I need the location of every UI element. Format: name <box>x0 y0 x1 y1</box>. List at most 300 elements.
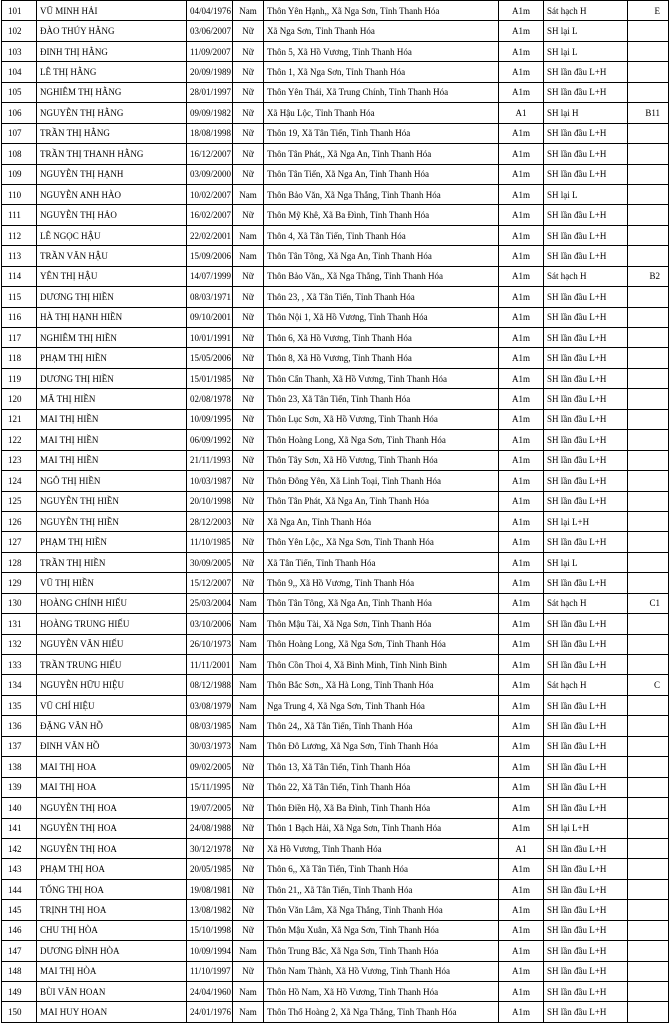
existing-license-cell: C <box>628 675 669 695</box>
address-cell: Thôn 6, Xã Hồ Vương, Tỉnh Thanh Hóa <box>264 328 499 348</box>
license-class-cell: A1 <box>499 103 544 123</box>
existing-license-cell <box>628 838 669 858</box>
gender-cell: Nữ <box>233 164 264 184</box>
license-class-cell: A1m <box>499 736 544 756</box>
table-row <box>2 798 669 818</box>
table-row <box>2 307 669 327</box>
gender-cell: Nữ <box>233 328 264 348</box>
date-of-birth-cell: 11/10/1997 <box>187 961 233 981</box>
gender-cell: Nữ <box>233 205 264 225</box>
row-number-cell: 111 <box>2 205 37 225</box>
exam-type-cell: SH lần đầu L+H <box>544 409 628 429</box>
license-class-cell: A1m <box>499 123 544 143</box>
date-of-birth-cell: 03/08/1979 <box>187 695 233 715</box>
license-class-cell: A1 <box>499 838 544 858</box>
license-class-cell: A1m <box>499 82 544 102</box>
gender-cell: Nữ <box>233 900 264 920</box>
gender-cell: Nam <box>233 225 264 245</box>
row-number-cell: 135 <box>2 695 37 715</box>
existing-license-cell <box>628 859 669 879</box>
row-number-cell: 119 <box>2 368 37 388</box>
address-cell: Thôn 22, Xã Tân Tiến, Tỉnh Thanh Hóa <box>264 777 499 797</box>
row-number-cell: 146 <box>2 920 37 940</box>
table-row <box>2 900 669 920</box>
address-cell: Thôn Mậu Tài, Xã Nga Sơn, Tỉnh Thanh Hóa <box>264 614 499 634</box>
existing-license-cell <box>628 634 669 654</box>
full-name-cell: TỐNG THỊ HOA <box>37 879 187 899</box>
exam-type-cell: SH lần đầu L+H <box>544 328 628 348</box>
license-class-cell: A1m <box>499 307 544 327</box>
row-number-cell: 114 <box>2 266 37 286</box>
date-of-birth-cell: 03/10/2006 <box>187 614 233 634</box>
full-name-cell: VŨ THỊ HIỀN <box>37 573 187 593</box>
exam-type-cell: SH lại L <box>544 184 628 204</box>
address-cell: Thôn 1, Xã Nga Sơn, Tỉnh Thanh Hóa <box>264 62 499 82</box>
table-row <box>2 62 669 82</box>
gender-cell: Nữ <box>233 879 264 899</box>
full-name-cell: NGUYỄN ANH HÀO <box>37 184 187 204</box>
gender-cell: Nữ <box>233 859 264 879</box>
exam-type-cell: SH lại H <box>544 103 628 123</box>
existing-license-cell <box>628 287 669 307</box>
row-number-cell: 117 <box>2 328 37 348</box>
address-cell: Thôn Yên Lộc,, Xã Nga Sơn, Tỉnh Thanh Hóa <box>264 532 499 552</box>
exam-type-cell: SH lần đầu L+H <box>544 450 628 470</box>
gender-cell: Nữ <box>233 532 264 552</box>
date-of-birth-cell: 03/06/2007 <box>187 21 233 41</box>
address-cell: Thôn Bảo Văn,, Xã Nga Thắng, Tỉnh Thanh Hóa <box>264 266 499 286</box>
date-of-birth-cell: 10/09/1994 <box>187 941 233 961</box>
full-name-cell: YÊN THỊ HẬU <box>37 266 187 286</box>
exam-type-cell: SH lần đầu L+H <box>544 838 628 858</box>
row-number-cell: 134 <box>2 675 37 695</box>
full-name-cell: NGUYỄN THỊ HOA <box>37 798 187 818</box>
exam-type-cell: SH lần đầu L+H <box>544 430 628 450</box>
date-of-birth-cell: 15/10/1998 <box>187 920 233 940</box>
full-name-cell: MÃ THỊ HIỀN <box>37 389 187 409</box>
date-of-birth-cell: 26/10/1973 <box>187 634 233 654</box>
table-row <box>2 920 669 940</box>
license-class-cell: A1m <box>499 450 544 470</box>
license-class-cell: A1m <box>499 225 544 245</box>
existing-license-cell <box>628 368 669 388</box>
address-cell: Thôn Tân Tiến, Xã Nga An, Tỉnh Thanh Hóa <box>264 164 499 184</box>
existing-license-cell <box>628 164 669 184</box>
date-of-birth-cell: 20/09/1989 <box>187 62 233 82</box>
exam-type-cell: SH lần đầu L+H <box>544 736 628 756</box>
gender-cell: Nữ <box>233 920 264 940</box>
exam-type-cell: SH lại L+H <box>544 818 628 838</box>
existing-license-cell <box>628 491 669 511</box>
full-name-cell: LÊ NGỌC HẬU <box>37 225 187 245</box>
full-name-cell: PHẠM THỊ HIỀN <box>37 532 187 552</box>
address-cell: Thôn 23, Xã Tân Tiến, Tỉnh Thanh Hóa <box>264 389 499 409</box>
address-cell: Thôn Văn Lâm, Xã Nga Thắng, Tỉnh Thanh Hóa <box>264 900 499 920</box>
license-class-cell: A1m <box>499 491 544 511</box>
exam-type-cell: SH lại L <box>544 41 628 61</box>
row-number-cell: 126 <box>2 511 37 531</box>
address-cell: Xã Hồ Vương, Tỉnh Thanh Hóa <box>264 838 499 858</box>
gender-cell: Nữ <box>233 82 264 102</box>
row-number-cell: 132 <box>2 634 37 654</box>
exam-type-cell: SH lần đầu L+H <box>544 777 628 797</box>
full-name-cell: HOÀNG TRUNG HIẾU <box>37 614 187 634</box>
full-name-cell: NGUYỄN THỊ HẰNG <box>37 103 187 123</box>
address-cell: Thôn Tân Phát,, Xã Nga An, Tỉnh Thanh Hóa <box>264 144 499 164</box>
address-cell: Thôn 6,, Xã Tân Tiến, Tỉnh Thanh Hóa <box>264 859 499 879</box>
table-row <box>2 164 669 184</box>
exam-type-cell: SH lần đầu L+H <box>544 634 628 654</box>
address-cell: Thôn Lục Sơn, Xã Hồ Vương, Tỉnh Thanh Hóa <box>264 409 499 429</box>
existing-license-cell <box>628 982 669 1002</box>
date-of-birth-cell: 11/11/2001 <box>187 655 233 675</box>
existing-license-cell <box>628 777 669 797</box>
table-row <box>2 552 669 572</box>
date-of-birth-cell: 09/09/1982 <box>187 103 233 123</box>
row-number-cell: 106 <box>2 103 37 123</box>
address-cell: Thôn Điền Hộ, Xã Ba Đình, Tỉnh Thanh Hóa <box>264 798 499 818</box>
table-row <box>2 818 669 838</box>
row-number-cell: 110 <box>2 184 37 204</box>
existing-license-cell <box>628 41 669 61</box>
license-class-cell: A1m <box>499 777 544 797</box>
full-name-cell: CHU THỊ HÒA <box>37 920 187 940</box>
date-of-birth-cell: 08/03/1971 <box>187 287 233 307</box>
gender-cell: Nam <box>233 695 264 715</box>
license-class-cell: A1m <box>499 348 544 368</box>
row-number-cell: 105 <box>2 82 37 102</box>
existing-license-cell <box>628 511 669 531</box>
table-row <box>2 21 669 41</box>
full-name-cell: NGUYỄN THỊ HẠNH <box>37 164 187 184</box>
date-of-birth-cell: 02/08/1978 <box>187 389 233 409</box>
table-row <box>2 409 669 429</box>
table-row <box>2 103 669 123</box>
row-number-cell: 120 <box>2 389 37 409</box>
license-class-cell: A1m <box>499 757 544 777</box>
row-number-cell: 143 <box>2 859 37 879</box>
gender-cell: Nữ <box>233 757 264 777</box>
gender-cell: Nữ <box>233 287 264 307</box>
gender-cell: Nam <box>233 1002 264 1022</box>
date-of-birth-cell: 19/07/2005 <box>187 798 233 818</box>
row-number-cell: 138 <box>2 757 37 777</box>
exam-type-cell: SH lần đầu L+H <box>544 961 628 981</box>
address-cell: Thôn Yên Thái, Xã Trung Chính, Tỉnh Thanh Hóa <box>264 82 499 102</box>
table-row <box>2 430 669 450</box>
license-class-cell: A1m <box>499 573 544 593</box>
gender-cell: Nam <box>233 1 264 21</box>
table-row <box>2 716 669 736</box>
license-class-cell: A1m <box>499 287 544 307</box>
row-number-cell: 137 <box>2 736 37 756</box>
exam-type-cell: SH lần đầu L+H <box>544 859 628 879</box>
existing-license-cell <box>628 757 669 777</box>
gender-cell: Nam <box>233 593 264 613</box>
address-cell: Xã Nga An, Tỉnh Thanh Hóa <box>264 511 499 531</box>
exam-type-cell: SH lần đầu L+H <box>544 246 628 266</box>
existing-license-cell <box>628 614 669 634</box>
exam-type-cell: SH lần đầu L+H <box>544 82 628 102</box>
row-number-cell: 101 <box>2 1 37 21</box>
date-of-birth-cell: 30/03/1973 <box>187 736 233 756</box>
row-number-cell: 128 <box>2 552 37 572</box>
license-class-cell: A1m <box>499 389 544 409</box>
date-of-birth-cell: 21/11/1993 <box>187 450 233 470</box>
exam-type-cell: SH lại L+H <box>544 511 628 531</box>
license-class-cell: A1m <box>499 409 544 429</box>
license-class-cell: A1m <box>499 798 544 818</box>
date-of-birth-cell: 11/09/2007 <box>187 41 233 61</box>
row-number-cell: 112 <box>2 225 37 245</box>
row-number-cell: 147 <box>2 941 37 961</box>
full-name-cell: TRỊNH THỊ HOA <box>37 900 187 920</box>
existing-license-cell <box>628 184 669 204</box>
full-name-cell: TRẦN THỊ HIỀN <box>37 552 187 572</box>
license-class-cell: A1m <box>499 184 544 204</box>
date-of-birth-cell: 25/03/2004 <box>187 593 233 613</box>
full-name-cell: NGÔ THỊ HIỀN <box>37 471 187 491</box>
license-class-cell: A1m <box>499 1 544 21</box>
date-of-birth-cell: 15/11/1995 <box>187 777 233 797</box>
gender-cell: Nam <box>233 941 264 961</box>
row-number-cell: 129 <box>2 573 37 593</box>
exam-type-cell: Sát hạch H <box>544 593 628 613</box>
full-name-cell: NGUYỄN THỊ HẢO <box>37 205 187 225</box>
license-class-cell: A1m <box>499 532 544 552</box>
exam-type-cell: SH lần đầu L+H <box>544 798 628 818</box>
license-class-cell: A1m <box>499 164 544 184</box>
table-row <box>2 941 669 961</box>
gender-cell: Nữ <box>233 103 264 123</box>
gender-cell: Nữ <box>233 818 264 838</box>
gender-cell: Nữ <box>233 41 264 61</box>
license-class-cell: A1m <box>499 41 544 61</box>
exam-type-cell: SH lần đầu L+H <box>544 532 628 552</box>
table-row <box>2 838 669 858</box>
date-of-birth-cell: 15/09/2006 <box>187 246 233 266</box>
table-row <box>2 655 669 675</box>
table-row <box>2 450 669 470</box>
existing-license-cell <box>628 389 669 409</box>
license-class-cell: A1m <box>499 246 544 266</box>
date-of-birth-cell: 10/02/2007 <box>187 184 233 204</box>
date-of-birth-cell: 24/01/1976 <box>187 1002 233 1022</box>
row-number-cell: 139 <box>2 777 37 797</box>
date-of-birth-cell: 30/09/2005 <box>187 552 233 572</box>
exam-type-cell: SH lần đầu L+H <box>544 941 628 961</box>
gender-cell: Nữ <box>233 838 264 858</box>
license-class-cell: A1m <box>499 430 544 450</box>
row-number-cell: 148 <box>2 961 37 981</box>
existing-license-cell <box>628 655 669 675</box>
gender-cell: Nữ <box>233 144 264 164</box>
full-name-cell: ĐÀO THÚY HẰNG <box>37 21 187 41</box>
full-name-cell: NGUYỄN THỊ HIỀN <box>37 491 187 511</box>
address-cell: Thôn Đô Lương, Xã Nga Sơn, Tỉnh Thanh Hóa <box>264 736 499 756</box>
address-cell: Thôn 13, Xã Tân Tiến, Tỉnh Thanh Hóa <box>264 757 499 777</box>
exam-type-cell: SH lần đầu L+H <box>544 655 628 675</box>
address-cell: Thôn 1 Bạch Hải, Xã Nga Sơn, Tỉnh Thanh Hóa <box>264 818 499 838</box>
gender-cell: Nữ <box>233 491 264 511</box>
address-cell: Thôn Nội 1, Xã Hồ Vương, Tỉnh Thanh Hóa <box>264 307 499 327</box>
existing-license-cell: C1 <box>628 593 669 613</box>
address-cell: Thôn 21,, Xã Tân Tiến, Tỉnh Thanh Hóa <box>264 879 499 899</box>
gender-cell: Nữ <box>233 552 264 572</box>
table-row <box>2 225 669 245</box>
row-number-cell: 123 <box>2 450 37 470</box>
full-name-cell: MAI THỊ HIỀN <box>37 409 187 429</box>
table-row <box>2 368 669 388</box>
full-name-cell: TRẦN THỊ THANH HẰNG <box>37 144 187 164</box>
exam-type-cell: SH lần đầu L+H <box>544 144 628 164</box>
address-cell: Xã Tân Tiến, Tỉnh Thanh Hóa <box>264 552 499 572</box>
gender-cell: Nữ <box>233 409 264 429</box>
exam-type-cell: SH lần đầu L+H <box>544 287 628 307</box>
row-number-cell: 116 <box>2 307 37 327</box>
row-number-cell: 124 <box>2 471 37 491</box>
existing-license-cell <box>628 798 669 818</box>
existing-license-cell <box>628 205 669 225</box>
existing-license-cell <box>628 695 669 715</box>
gender-cell: Nữ <box>233 62 264 82</box>
row-number-cell: 133 <box>2 655 37 675</box>
full-name-cell: NGHIÊM THỊ HẰNG <box>37 82 187 102</box>
address-cell: Thôn Hoàng Long, Xã Nga Sơn, Tỉnh Thanh Hóa <box>264 634 499 654</box>
existing-license-cell <box>628 471 669 491</box>
gender-cell: Nam <box>233 634 264 654</box>
date-of-birth-cell: 16/02/2007 <box>187 205 233 225</box>
address-cell: Thôn Cẩn Thanh, Xã Hồ Vương, Tỉnh Thanh Hóa <box>264 368 499 388</box>
full-name-cell: BÙI VĂN HOAN <box>37 982 187 1002</box>
full-name-cell: HÀ THỊ HẠNH HIỀN <box>37 307 187 327</box>
existing-license-cell <box>628 430 669 450</box>
existing-license-cell <box>628 552 669 572</box>
license-class-cell: A1m <box>499 471 544 491</box>
existing-license-cell <box>628 123 669 143</box>
table-row <box>2 184 669 204</box>
address-cell: Thôn Trung Bắc, Xã Nga Sơn, Tỉnh Thanh Hóa <box>264 941 499 961</box>
date-of-birth-cell: 24/08/1988 <box>187 818 233 838</box>
existing-license-cell <box>628 409 669 429</box>
existing-license-cell <box>628 21 669 41</box>
gender-cell: Nữ <box>233 389 264 409</box>
existing-license-cell <box>628 961 669 981</box>
table-row <box>2 757 669 777</box>
date-of-birth-cell: 08/12/1988 <box>187 675 233 695</box>
gender-cell: Nữ <box>233 961 264 981</box>
gender-cell: Nam <box>233 675 264 695</box>
row-number-cell: 144 <box>2 879 37 899</box>
table-row <box>2 961 669 981</box>
existing-license-cell <box>628 736 669 756</box>
existing-license-cell <box>628 716 669 736</box>
address-cell: Xã Nga Sơn, Tỉnh Thanh Hóa <box>264 21 499 41</box>
address-cell: Thôn Tân Tông, Xã Nga An, Tỉnh Thanh Hóa <box>264 246 499 266</box>
date-of-birth-cell: 20/10/1998 <box>187 491 233 511</box>
row-number-cell: 118 <box>2 348 37 368</box>
date-of-birth-cell: 24/04/1960 <box>187 982 233 1002</box>
full-name-cell: TRẦN VĂN HẬU <box>37 246 187 266</box>
table-row <box>2 41 669 61</box>
license-class-cell: A1m <box>499 1002 544 1022</box>
address-cell: Thôn 8, Xã Hồ Vương, Tỉnh Thanh Hóa <box>264 348 499 368</box>
gender-cell: Nữ <box>233 430 264 450</box>
address-cell: Thôn Nam Thành, Xã Hồ Vương, Tỉnh Thanh Hóa <box>264 961 499 981</box>
table-row <box>2 82 669 102</box>
gender-cell: Nam <box>233 246 264 266</box>
existing-license-cell <box>628 328 669 348</box>
full-name-cell: MAI HUY HOAN <box>37 1002 187 1022</box>
exam-type-cell: SH lần đầu L+H <box>544 716 628 736</box>
gender-cell: Nam <box>233 655 264 675</box>
exam-type-cell: SH lần đầu L+H <box>544 368 628 388</box>
table-row <box>2 389 669 409</box>
row-number-cell: 136 <box>2 716 37 736</box>
row-number-cell: 142 <box>2 838 37 858</box>
exam-type-cell: SH lần đầu L+H <box>544 348 628 368</box>
date-of-birth-cell: 04/04/1976 <box>187 1 233 21</box>
full-name-cell: PHẠM THỊ HOA <box>37 859 187 879</box>
full-name-cell: MAI THỊ HOA <box>37 777 187 797</box>
full-name-cell: NGUYỄN THỊ HOA <box>37 838 187 858</box>
license-class-cell: A1m <box>499 920 544 940</box>
address-cell: Thôn Mậu Xuân, Xã Nga Sơn, Tỉnh Thanh Hóa <box>264 920 499 940</box>
exam-type-cell: SH lần đầu L+H <box>544 389 628 409</box>
gender-cell: Nam <box>233 184 264 204</box>
date-of-birth-cell: 16/12/2007 <box>187 144 233 164</box>
date-of-birth-cell: 09/10/2001 <box>187 307 233 327</box>
date-of-birth-cell: 18/08/1998 <box>187 123 233 143</box>
row-number-cell: 107 <box>2 123 37 143</box>
gender-cell: Nữ <box>233 798 264 818</box>
gender-cell: Nữ <box>233 348 264 368</box>
table-row <box>2 675 669 695</box>
table-row <box>2 123 669 143</box>
date-of-birth-cell: 19/08/1981 <box>187 879 233 899</box>
row-number-cell: 149 <box>2 982 37 1002</box>
row-number-cell: 145 <box>2 900 37 920</box>
table-row <box>2 471 669 491</box>
license-class-cell: A1m <box>499 21 544 41</box>
license-class-cell: A1m <box>499 614 544 634</box>
gender-cell: Nam <box>233 982 264 1002</box>
date-of-birth-cell: 13/08/1982 <box>187 900 233 920</box>
existing-license-cell <box>628 246 669 266</box>
existing-license-cell <box>628 1002 669 1022</box>
exam-type-cell: SH lần đầu L+H <box>544 900 628 920</box>
row-number-cell: 121 <box>2 409 37 429</box>
existing-license-cell <box>628 920 669 940</box>
license-class-cell: A1m <box>499 266 544 286</box>
full-name-cell: ĐINH VĂN HỒ <box>37 736 187 756</box>
table-row <box>2 593 669 613</box>
address-cell: Thôn Yên Hạnh,, Xã Nga Sơn, Tỉnh Thanh Hóa <box>264 1 499 21</box>
table-row <box>2 348 669 368</box>
license-class-cell: A1m <box>499 695 544 715</box>
license-class-cell: A1m <box>499 552 544 572</box>
date-of-birth-cell: 28/01/1997 <box>187 82 233 102</box>
full-name-cell: NGUYỄN THỊ HOA <box>37 818 187 838</box>
full-name-cell: DƯƠNG ĐÌNH HÒA <box>37 941 187 961</box>
date-of-birth-cell: 22/02/2001 <box>187 225 233 245</box>
table-row <box>2 736 669 756</box>
date-of-birth-cell: 10/09/1995 <box>187 409 233 429</box>
gender-cell: Nữ <box>233 307 264 327</box>
table-row <box>2 1 669 21</box>
existing-license-cell <box>628 532 669 552</box>
row-number-cell: 122 <box>2 430 37 450</box>
